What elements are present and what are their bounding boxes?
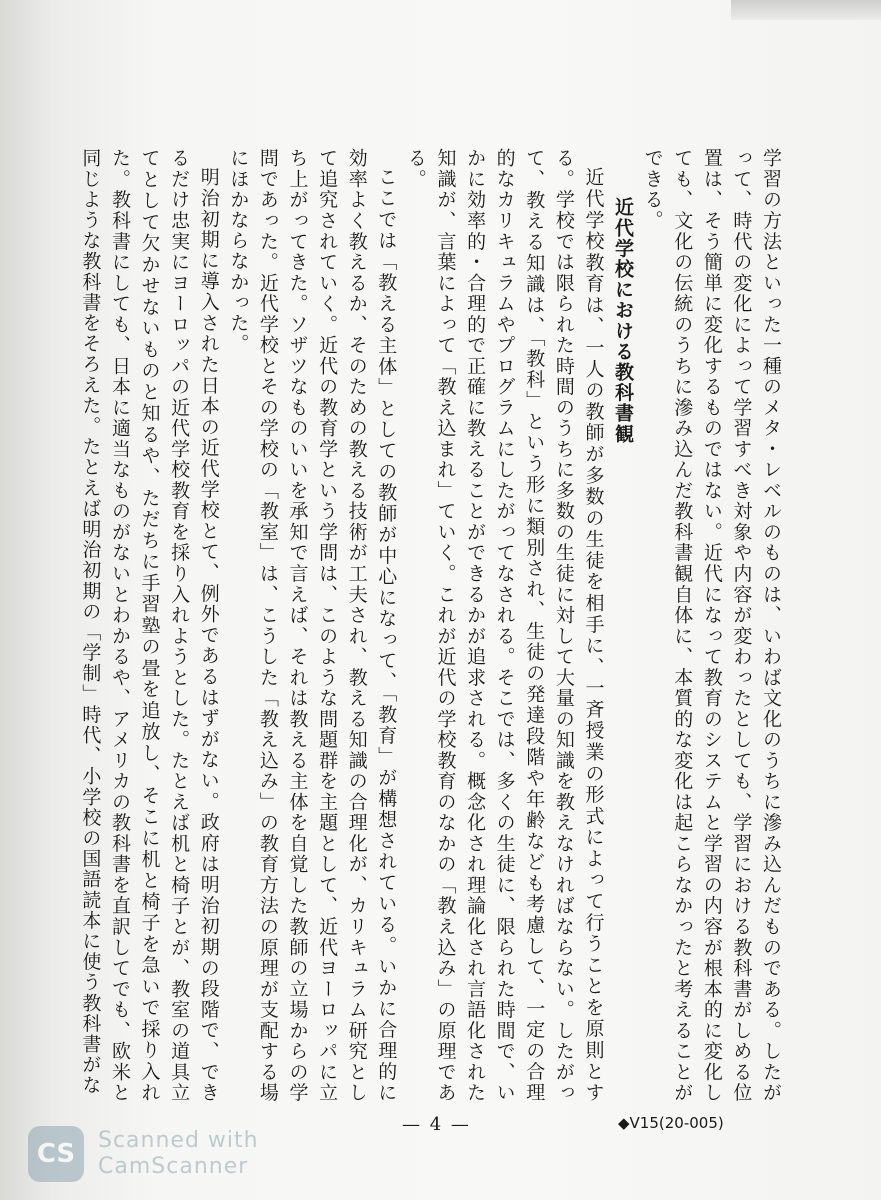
- body-paragraph: ここでは「教える主体」としての教師が中心になって、「教育」が構想されている。いかに合理的に効率よく教えるか、そのための教える技術が工夫され、教える知識の合理化が、カリキュラム研究として追究されていく。近代の教育学という学問は、このような問題群を主題として、近代ヨーロッパに立ち上がってきた。ソザツなものいいを承知で言えば、それは教える主体を自覚した教師の立場からの学問であった。近代学校とその学校の「教室」は、こうした「教え込み」の教育方法の原理が支配する場にほかならなかった。: [227, 148, 398, 1103]
- watermark-line-1: Scanned with: [98, 1128, 259, 1153]
- vertical-text-body: [79, 148, 785, 1103]
- page-corner: [731, 0, 881, 20]
- camscanner-logo-icon: CS: [28, 1126, 84, 1182]
- page-number: — 4 —: [402, 1114, 471, 1135]
- watermark-line-2: CamScanner: [98, 1154, 249, 1179]
- section-heading: 近代学校における教科書観: [612, 197, 635, 445]
- camscanner-watermark: [28, 1126, 259, 1182]
- document-code: ◆V15(20-005): [618, 1114, 724, 1132]
- body-paragraph: 学習の方法といった一種のメタ・レベルのものは、いわば文化のうちに滲み込んだものである。したがって、時代の変化によって学習すべき対象や内容が変わったとしても、学習における教科書がしめる位置は、そう簡単に変化するものではない。近代になって教育のシステムと学習の内容が根本的に変化しても、文化の伝統のうちに滲み込んだ教科書観自体に、本質的な変化は起こらなかったと考えることができる。: [641, 148, 782, 1103]
- body-paragraph: 近代学校教育は、一人の教師が多数の生徒を相手に、一斉授業の形式によって行うことを原則とする。学校では限られた時間のうちに多数の生徒に対して大量の知識を教えなければならない。したがって、教える知識は、「教科」という形に類別され、生徒の発達段階や年齢なども考慮して、一定の合理的なカリキュラムやプログラムにしたがってなされる。そこでは、多くの生徒に、限られた時間で、いかに効率的・合理的で正確に教えることができるかが追求される。概念化され理論化され言語化された知識が、言葉によって「教え込まれ」ていく。これが近代の学校教育のなかの「教え込み」の原理である。: [404, 148, 605, 1103]
- watermark-text: [98, 1128, 259, 1180]
- body-paragraph: 明治初期に導入された日本の近代学校とて、例外であるはずがない。政府は明治初期の段階で、できるだけ忠実にヨーロッパの近代学校教育を採り入れようとした。たとえば机と椅子とが、教室の道具立てとして欠かせないものと知るや、ただちに手習塾の畳を追放し、そこに机と椅子を急いで採り入れた。教科書にしても、日本に適当なものがないとわかるや、アメリカの教科書を直訳してでも、欧米と同じような教科書をそろえた。たとえば明治初期の「学制」時代、小学校の国語読本に使う教科書がな: [79, 148, 220, 1103]
